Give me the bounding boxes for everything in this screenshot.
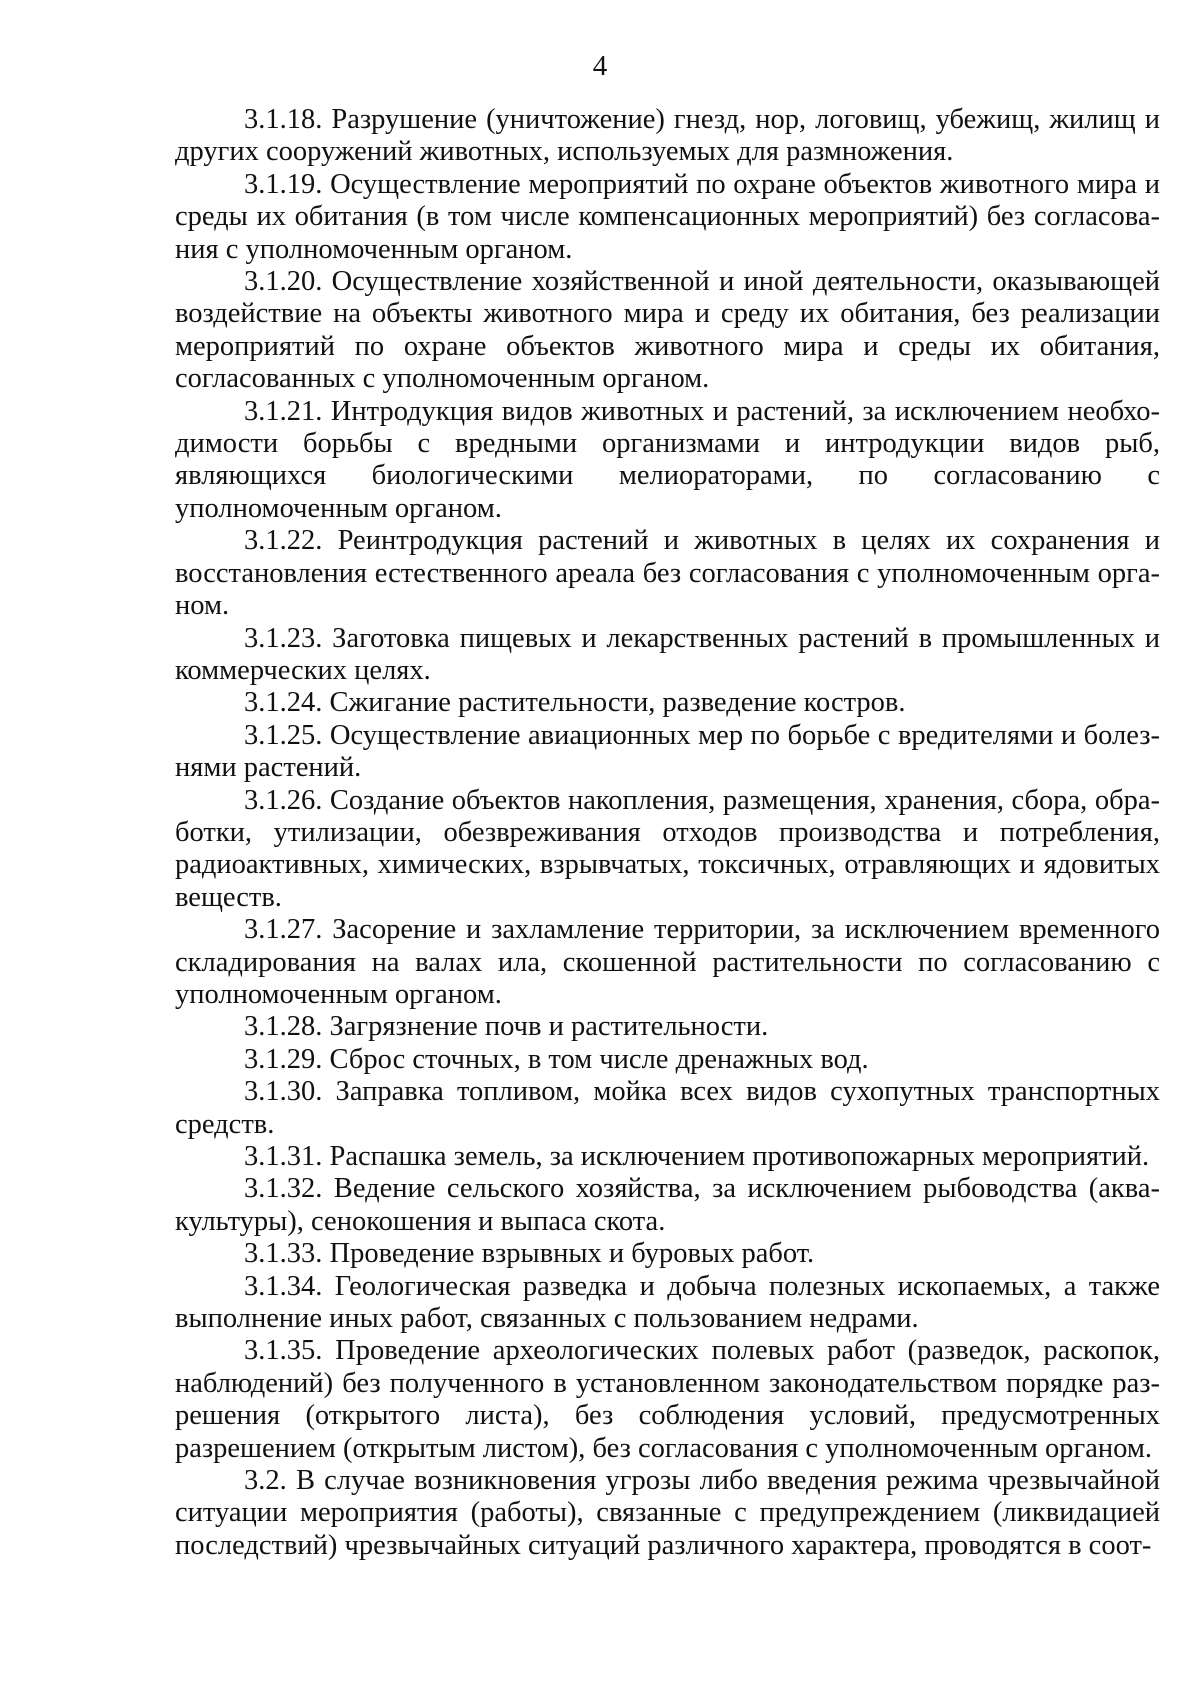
paragraph-3-1-27: 3.1.27. Засорение и захламление территории, за исключением временного складирования на валах ила, скошенной растительности по согласованию с уполномоченным органом. bbox=[175, 914, 1160, 1010]
paragraph-3-1-25: 3.1.25. Осуществление авиационных мер по борьбе с вредителями и болезнями растений. bbox=[175, 719, 1160, 784]
paragraph-3-1-19: 3.1.19. Осуществление мероприятий по охране объектов животного мира и среды их обитания (в том числе компенсационных мероприятий) без согласования с уполномоченным органом. bbox=[175, 168, 1160, 265]
paragraph-3-1-21: 3.1.21. Интродукция видов животных и растений, за исключением необходимости борьбы с вредными организмами и интродукции видов рыб, являющихся биологическими мелиораторами, по согласованию с уполномоченным органом. bbox=[175, 395, 1160, 524]
document-body bbox=[175, 104, 1160, 1562]
paragraph-3-1-30: 3.1.30. Заправка топливом, мойка всех видов сухопутных транспортных средств. bbox=[175, 1076, 1160, 1140]
paragraph-3-1-29: 3.1.29. Сброс сточных, в том числе дренажных вод. bbox=[244, 1043, 869, 1075]
paragraph-3-1-24: 3.1.24. Сжигание растительности, разведение костров. bbox=[244, 687, 906, 719]
paragraph-3-1-22: 3.1.22. Реинтродукция растений и животных в целях их сохранения и восстановления естественного ареала без согласования с уполномоченным органом. bbox=[175, 525, 1160, 622]
paragraph-3-2: 3.2. В случае возникновения угрозы либо введения режима чрезвычайной ситуации мероприятия (работы), связанные с предупреждением (ликвидацией последствий) чрезвычайных ситуаций различного характера, проводятся в соот- bbox=[175, 1465, 1160, 1561]
paragraph-3-1-35: 3.1.35. Проведение археологических полевых работ (разведок, раскопок, наблюдений) без полученного в установленном законодательством порядке разрешения (открытого листа), без соблюдения условий, предусмотренных разрешением (открытым листом), без согласования с уполномоченным органом. bbox=[175, 1335, 1160, 1464]
paragraph-3-1-23: 3.1.23. Заготовка пищевых и лекарственных растений в промышленных и коммерческих целях. bbox=[175, 622, 1160, 686]
paragraph-3-1-26: 3.1.26. Создание объектов накопления, размещения, хранения, сбора, обработки, утилизации, обезвреживания отходов производства и потребления, радиоактивных, химических, взрывчатых, токсичных, отравляющих и ядовитых веществ. bbox=[175, 784, 1160, 913]
paragraph-3-1-20: 3.1.20. Осуществление хозяйственной и иной деятельности, оказывающей воздействие на объекты животного мира и среду их обитания, без реализации мероприятий по охране объектов животного мира и среды их обитания, согласованных с уполномоченным органом. bbox=[175, 266, 1160, 395]
paragraph-3-1-31: 3.1.31. Распашка земель, за исключением противопожарных мероприятий. bbox=[244, 1141, 1150, 1172]
paragraph-3-1-34: 3.1.34. Геологическая разведка и добыча полезных ископаемых, а также выполнение иных работ, связанных с пользованием недрами. bbox=[175, 1270, 1160, 1335]
paragraph-3-1-28: 3.1.28. Загрязнение почв и растительности. bbox=[244, 1011, 769, 1043]
page-number: 4 bbox=[592, 50, 608, 82]
paragraph-3-1-32: 3.1.32. Ведение сельского хозяйства, за исключением рыбоводства (аквакультуры), сенокошения и выпаса скота. bbox=[175, 1173, 1160, 1237]
paragraph-3-1-33: 3.1.33. Проведение взрывных и буровых работ. bbox=[244, 1238, 815, 1270]
paragraph-3-1-18: 3.1.18. Разрушение (уничтожение) гнезд, нор, логовищ, убежищ, жилищ и других сооружений животных, используемых для размножения. bbox=[175, 104, 1160, 168]
